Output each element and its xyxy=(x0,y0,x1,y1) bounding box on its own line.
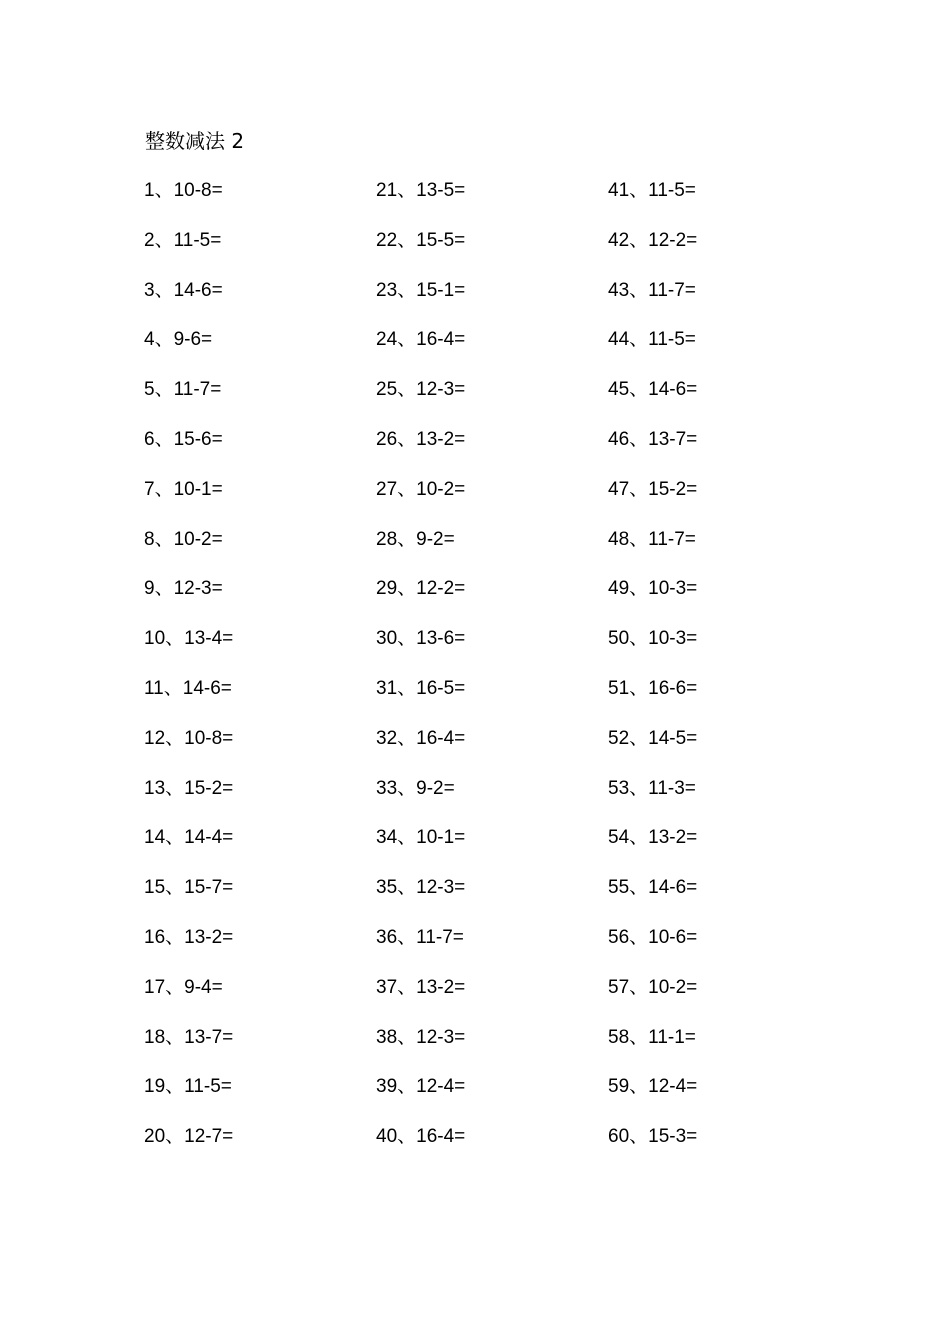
problem-expression: 10-1= xyxy=(173,478,223,500)
problem-expression: 14-6= xyxy=(648,379,698,401)
problem-expression: 11-5= xyxy=(648,180,696,201)
problem-separator: 、 xyxy=(629,876,649,899)
problem-separator: 、 xyxy=(629,776,649,799)
problem-expression: 9-2= xyxy=(416,777,455,799)
problem-number: 35 xyxy=(376,877,398,899)
problem-number: 54 xyxy=(608,827,630,849)
problem-number: 19 xyxy=(144,1076,166,1098)
problem-separator: 、 xyxy=(397,776,417,799)
problem-number: 60 xyxy=(608,1126,630,1148)
problem-item xyxy=(376,724,596,774)
problem-item xyxy=(144,823,364,873)
problem-item xyxy=(144,774,364,824)
problem-number: 10 xyxy=(144,628,166,650)
problem-item xyxy=(376,226,596,276)
problem-number: 5 xyxy=(144,379,155,401)
problem-number: 37 xyxy=(376,976,398,998)
problem-expression: 14-6= xyxy=(173,279,223,301)
problem-number: 38 xyxy=(376,1026,398,1048)
problem-item xyxy=(144,425,364,475)
problem-number: 12 xyxy=(144,727,166,749)
problem-expression: 10-8= xyxy=(173,180,223,201)
problem-item xyxy=(608,375,828,425)
problem-item xyxy=(608,873,828,923)
problem-expression: 12-3= xyxy=(416,877,466,899)
problem-separator: 、 xyxy=(165,776,185,799)
problem-number: 31 xyxy=(376,677,398,699)
problem-number: 41 xyxy=(608,180,630,201)
problem-item xyxy=(144,574,364,624)
problem-expression: 12-4= xyxy=(648,1076,698,1098)
problem-separator: 、 xyxy=(629,477,649,500)
problem-item xyxy=(376,873,596,923)
problem-item xyxy=(376,176,596,226)
problem-number: 32 xyxy=(376,727,398,749)
problem-column-2 xyxy=(376,176,596,1172)
problem-separator: 、 xyxy=(629,627,649,650)
problem-expression: 12-2= xyxy=(416,578,466,600)
problem-number: 11 xyxy=(144,677,164,699)
page-title: 整数减法 2 xyxy=(145,129,245,153)
problem-expression: 10-2= xyxy=(173,528,223,550)
problem-item xyxy=(608,226,828,276)
problem-separator: 、 xyxy=(165,925,185,948)
problem-expression: 11-1= xyxy=(648,1026,696,1048)
problem-separator: 、 xyxy=(629,179,649,201)
problem-expression: 10-2= xyxy=(416,478,466,500)
problem-separator: 、 xyxy=(397,328,417,351)
problem-expression: 14-6= xyxy=(648,877,698,899)
problem-number: 58 xyxy=(608,1026,630,1048)
problem-separator: 、 xyxy=(629,328,649,351)
problem-item xyxy=(608,1122,828,1172)
problem-item xyxy=(376,425,596,475)
problem-number: 53 xyxy=(608,777,630,799)
problem-item xyxy=(144,375,364,425)
problem-expression: 13-7= xyxy=(648,428,698,450)
problem-item xyxy=(144,973,364,1023)
problem-number: 39 xyxy=(376,1076,398,1098)
problem-expression: 11-7= xyxy=(648,528,696,550)
problem-item xyxy=(144,325,364,375)
problem-item xyxy=(376,674,596,724)
problem-expression: 12-3= xyxy=(173,578,223,600)
problem-expression: 12-3= xyxy=(416,1026,466,1048)
problem-expression: 12-3= xyxy=(416,379,466,401)
problem-item xyxy=(376,276,596,326)
problem-item xyxy=(608,525,828,575)
problem-item xyxy=(608,475,828,525)
problem-separator: 、 xyxy=(397,627,417,650)
problem-separator: 、 xyxy=(629,527,649,550)
problem-item xyxy=(608,823,828,873)
problem-number: 45 xyxy=(608,379,630,401)
problem-item xyxy=(608,973,828,1023)
problem-number: 21 xyxy=(376,180,398,201)
problem-expression: 13-2= xyxy=(648,827,698,849)
problem-separator: 、 xyxy=(397,378,417,401)
problem-separator: 、 xyxy=(163,676,183,699)
problem-separator: 、 xyxy=(397,925,417,948)
problem-column-1 xyxy=(144,176,364,1172)
problem-separator: 、 xyxy=(165,876,185,899)
problem-expression: 9-4= xyxy=(184,976,223,998)
problem-number: 34 xyxy=(376,827,398,849)
problem-item xyxy=(376,923,596,973)
problem-item xyxy=(376,624,596,674)
problem-separator: 、 xyxy=(397,676,417,699)
problem-number: 20 xyxy=(144,1126,166,1148)
problem-separator: 、 xyxy=(397,477,417,500)
problem-item xyxy=(608,1072,828,1122)
problem-number: 27 xyxy=(376,478,398,500)
problem-number: 55 xyxy=(608,877,630,899)
problem-item xyxy=(608,574,828,624)
problem-separator: 、 xyxy=(629,378,649,401)
problem-number: 46 xyxy=(608,428,630,450)
problem-number: 30 xyxy=(376,628,398,650)
problem-number: 4 xyxy=(144,329,155,351)
problem-item xyxy=(376,574,596,624)
problem-expression: 10-3= xyxy=(648,578,698,600)
problem-item xyxy=(608,923,828,973)
problem-separator: 、 xyxy=(629,577,649,600)
problem-item xyxy=(144,475,364,525)
problem-separator: 、 xyxy=(154,179,174,201)
problem-separator: 、 xyxy=(165,627,185,650)
problem-item xyxy=(144,724,364,774)
problem-separator: 、 xyxy=(397,726,417,749)
problem-separator: 、 xyxy=(397,228,417,251)
problem-item xyxy=(376,1122,596,1172)
problem-expression: 14-4= xyxy=(184,827,234,849)
problem-separator: 、 xyxy=(165,975,185,998)
problem-separator: 、 xyxy=(629,676,649,699)
problem-item xyxy=(376,774,596,824)
problem-separator: 、 xyxy=(165,726,185,749)
problem-item xyxy=(608,774,828,824)
problem-item xyxy=(144,176,364,226)
problem-expression: 11-5= xyxy=(648,329,696,351)
problem-separator: 、 xyxy=(154,577,174,600)
problem-number: 43 xyxy=(608,279,630,301)
problem-expression: 10-3= xyxy=(648,628,698,650)
problem-separator: 、 xyxy=(154,427,174,450)
problem-expression: 11-7= xyxy=(648,279,696,301)
problem-number: 28 xyxy=(376,528,398,550)
problem-item xyxy=(608,325,828,375)
problem-separator: 、 xyxy=(397,826,417,849)
problem-separator: 、 xyxy=(397,1125,417,1148)
problem-expression: 9-6= xyxy=(173,329,213,351)
problem-number: 36 xyxy=(376,926,398,948)
problem-separator: 、 xyxy=(629,1125,649,1148)
problem-expression: 11-7= xyxy=(173,379,222,401)
problem-number: 29 xyxy=(376,578,398,600)
problem-number: 18 xyxy=(144,1026,166,1048)
problem-separator: 、 xyxy=(397,975,417,998)
problem-expression: 12-2= xyxy=(648,229,698,251)
problem-item xyxy=(376,375,596,425)
problem-expression: 13-2= xyxy=(416,428,466,450)
problem-expression: 13-6= xyxy=(416,628,466,650)
problem-separator: 、 xyxy=(629,975,649,998)
problem-expression: 12-4= xyxy=(416,1076,466,1098)
problem-separator: 、 xyxy=(397,577,417,600)
problem-separator: 、 xyxy=(629,826,649,849)
problem-separator: 、 xyxy=(397,1075,417,1098)
problem-column-3 xyxy=(608,176,828,1172)
problem-number: 25 xyxy=(376,379,398,401)
problem-separator: 、 xyxy=(165,1025,185,1048)
problem-expression: 13-2= xyxy=(416,976,466,998)
problem-separator: 、 xyxy=(154,278,174,301)
problem-expression: 10-1= xyxy=(416,827,466,849)
problem-number: 16 xyxy=(144,926,166,948)
problem-expression: 13-4= xyxy=(184,628,234,650)
problem-separator: 、 xyxy=(165,1125,185,1148)
problem-item xyxy=(376,325,596,375)
problem-expression: 16-4= xyxy=(416,727,466,749)
problem-item xyxy=(608,276,828,326)
problem-number: 6 xyxy=(144,428,155,450)
problem-expression: 16-6= xyxy=(648,677,698,699)
problem-expression: 16-4= xyxy=(416,1126,466,1148)
problem-number: 8 xyxy=(144,528,155,550)
problem-expression: 16-4= xyxy=(416,329,466,351)
problem-separator: 、 xyxy=(629,1025,649,1048)
problem-expression: 13-2= xyxy=(184,926,234,948)
problem-item xyxy=(376,475,596,525)
problem-number: 42 xyxy=(608,229,630,251)
problem-expression: 13-5= xyxy=(416,180,466,201)
problem-separator: 、 xyxy=(397,876,417,899)
problem-expression: 11-5= xyxy=(173,229,222,251)
problem-separator: 、 xyxy=(629,726,649,749)
problem-separator: 、 xyxy=(154,228,174,251)
problem-number: 14 xyxy=(144,827,166,849)
problem-item xyxy=(144,674,364,724)
problem-separator: 、 xyxy=(629,1075,649,1098)
problem-expression: 15-3= xyxy=(648,1126,698,1148)
problem-number: 9 xyxy=(144,578,155,600)
problem-expression: 13-7= xyxy=(184,1026,234,1048)
problem-number: 23 xyxy=(376,279,398,301)
problem-separator: 、 xyxy=(154,378,174,401)
problem-separator: 、 xyxy=(397,527,417,550)
problem-expression: 12-7= xyxy=(184,1126,234,1148)
problem-item xyxy=(608,425,828,475)
problem-item xyxy=(608,1023,828,1073)
problem-number: 7 xyxy=(144,478,155,500)
problem-item xyxy=(608,724,828,774)
problem-number: 26 xyxy=(376,428,398,450)
problem-separator: 、 xyxy=(397,427,417,450)
problem-item xyxy=(144,226,364,276)
problem-separator: 、 xyxy=(154,527,174,550)
problem-number: 51 xyxy=(608,677,630,699)
problem-expression: 11-3= xyxy=(648,777,696,799)
problem-number: 56 xyxy=(608,926,630,948)
problem-number: 33 xyxy=(376,777,398,799)
problem-item xyxy=(376,1023,596,1073)
problem-expression: 11-7= xyxy=(416,926,464,948)
problem-number: 22 xyxy=(376,229,398,251)
problem-expression: 10-8= xyxy=(184,727,234,749)
problem-item xyxy=(376,973,596,1023)
problem-expression: 16-5= xyxy=(416,677,466,699)
problem-item xyxy=(608,176,828,226)
problem-separator: 、 xyxy=(154,477,174,500)
problem-expression: 15-5= xyxy=(416,229,466,251)
problem-number: 40 xyxy=(376,1126,398,1148)
problem-number: 24 xyxy=(376,329,398,351)
problem-item xyxy=(144,525,364,575)
problem-expression: 15-2= xyxy=(184,777,234,799)
problem-number: 52 xyxy=(608,727,630,749)
problem-number: 59 xyxy=(608,1076,630,1098)
problem-expression: 11-5= xyxy=(184,1076,232,1098)
problem-expression: 15-1= xyxy=(416,279,466,301)
problem-number: 50 xyxy=(608,628,630,650)
problem-item xyxy=(608,624,828,674)
problem-expression: 10-2= xyxy=(648,976,698,998)
problem-number: 44 xyxy=(608,329,630,351)
problem-item xyxy=(144,1072,364,1122)
problem-separator: 、 xyxy=(629,925,649,948)
problem-separator: 、 xyxy=(397,179,417,201)
problem-separator: 、 xyxy=(397,1025,417,1048)
problem-number: 1 xyxy=(144,180,155,201)
problem-expression: 15-6= xyxy=(173,428,223,450)
problem-separator: 、 xyxy=(629,427,649,450)
problem-number: 3 xyxy=(144,279,155,301)
problem-item xyxy=(144,923,364,973)
problem-expression: 15-7= xyxy=(184,877,234,899)
problem-item xyxy=(144,624,364,674)
problem-number: 17 xyxy=(144,976,166,998)
problem-item xyxy=(376,525,596,575)
problem-separator: 、 xyxy=(165,826,185,849)
problem-item xyxy=(144,873,364,923)
problem-item xyxy=(376,823,596,873)
problem-item xyxy=(376,1072,596,1122)
problem-expression: 10-6= xyxy=(648,926,698,948)
problem-separator: 、 xyxy=(629,278,649,301)
problem-expression: 14-6= xyxy=(182,677,232,699)
problem-item xyxy=(144,276,364,326)
problem-number: 2 xyxy=(144,229,155,251)
problem-separator: 、 xyxy=(154,328,174,351)
problem-item xyxy=(144,1023,364,1073)
problem-number: 47 xyxy=(608,478,630,500)
problem-number: 57 xyxy=(608,976,630,998)
problem-number: 48 xyxy=(608,528,630,550)
problem-expression: 9-2= xyxy=(416,528,455,550)
problem-separator: 、 xyxy=(397,278,417,301)
problem-number: 15 xyxy=(144,877,166,899)
problem-separator: 、 xyxy=(629,228,649,251)
problem-expression: 14-5= xyxy=(648,727,698,749)
problem-number: 13 xyxy=(144,777,166,799)
problem-item xyxy=(144,1122,364,1172)
problem-separator: 、 xyxy=(165,1075,185,1098)
problem-expression: 15-2= xyxy=(648,478,698,500)
problem-number: 49 xyxy=(608,578,630,600)
problem-item xyxy=(608,674,828,724)
